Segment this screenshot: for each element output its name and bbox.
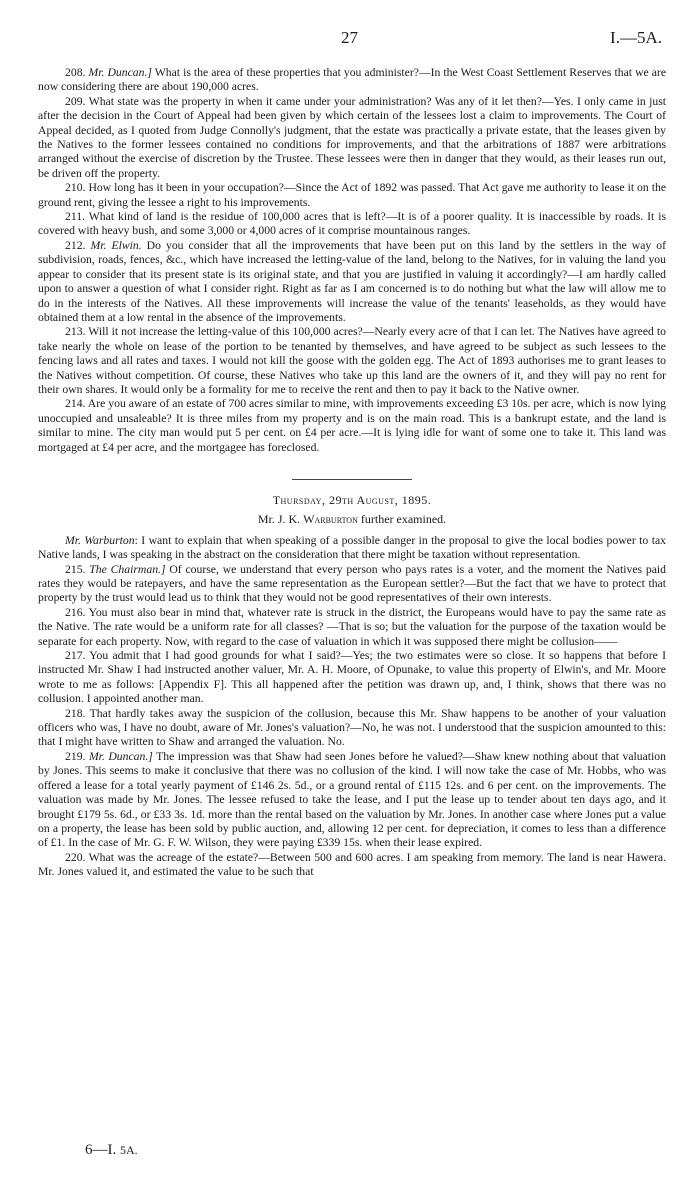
paragraph-218 bbox=[38, 707, 666, 750]
paragraph-216 bbox=[38, 606, 666, 649]
question-number: 214. bbox=[65, 397, 86, 411]
speaker-name: Mr. Elwin. bbox=[90, 238, 142, 252]
paragraph-statement bbox=[38, 534, 666, 563]
question-number: 216. bbox=[65, 605, 86, 619]
paragraph-217 bbox=[38, 649, 666, 707]
paragraph-210 bbox=[38, 181, 666, 210]
document-body bbox=[38, 66, 666, 880]
paragraph-220 bbox=[38, 851, 666, 880]
paragraph-text: What is the area of these properties that you administer?—In the West Coast Settlement Reserves that we are now considering there are about 190,000 acres. bbox=[38, 66, 667, 94]
question-number: 213. bbox=[65, 325, 86, 339]
speaker-name: The Chairman.] bbox=[89, 562, 166, 576]
paragraph-208 bbox=[38, 66, 666, 95]
paragraph-text: Will it not increase the letting-value of this 100,000 acres?—Nearly every acre of that I can let. The Natives have agreed to take nearly the whole on lease of the portion to be tenanted by themselves, and have agreed to be subject as such lessees to the fencing laws and all rates and taxes. I would not kill the goose with the golden egg. The Act of 1893 authorises me to grant leases to the Natives without competition. Of course, these Natives who take up this land are the owners of it, and they will pay no rent for their own shares. It would only be a formality for me to receive the rent and then to pay it back to the Native owner. bbox=[38, 325, 666, 396]
question-number: 210. bbox=[65, 181, 86, 195]
speaker-name: Mr. Warburton bbox=[65, 533, 135, 547]
question-number: 220. bbox=[65, 850, 86, 864]
signature-mark bbox=[85, 1142, 138, 1159]
page-number: 27 bbox=[341, 28, 358, 47]
section-divider bbox=[292, 479, 412, 480]
paragraph-text: You admit that I had good grounds for what I said?—Yes; the two estimates were so close. It so happens that before I instructed Mr. Shaw I had instructed another valuer, Mr. A. H. Moore, of Opunake, to value this property of Elwin's, and Mr. Moore wrote to me as follows: [Appendix F]. This all happened after the petition was drawn up, and, I think, shows that there was no collusion. I appointed another man. bbox=[38, 649, 666, 706]
paragraph-text: Are you aware of an estate of 700 acres similar to mine, with improvements exceeding £3 10s. per acre, which is now lying unoccupied and unsaleable? It is three miles from my property and is on the main road. This is a bankrupt estate, and the land is similar to mine. The city man would put 5 per cent. on £4 per acre.—It is lying idle for want of some one to take it. This land was mortgaged at £4 per acre, and the mortgagee has foreclosed. bbox=[38, 397, 667, 454]
witness-name: Warburton bbox=[303, 512, 358, 527]
paragraph-text: What kind of land is the residue of 100,000 acres that is left?—It is of a poorer quality. It is inaccessible by roads. It is covered with heavy bush, and some 3,000 or 4,000 acres of it comprise mountainous ranges. bbox=[38, 210, 666, 238]
paragraph-text: You must also bear in mind that, whatever rate is struck in the district, the Europeans would have to pay the same rate as the Native. The rate would be a uniform rate for all classes? —That is so; but the valuation for the purpose of the taxation would be separate for each property. Now, with regard to the case of valuation in which it was supposed there might be collusion—— bbox=[38, 605, 666, 648]
speaker-name: Mr. Duncan.] bbox=[88, 749, 153, 763]
question-number: 209. bbox=[65, 94, 86, 108]
question-number: 219. bbox=[65, 749, 86, 763]
question-number: 211. bbox=[65, 210, 86, 224]
paragraph-text: What state was the property in when it came under your administration? Was any of it let then?—Yes. I only came in just after the decision in the Court of Appeal had been given by which certain of the lessees lost a claim to improvements. The Court of Appeal decided, as I quoted from Judge Connolly's judgment, that the estate was practically a private estate, that the leases given by the Natives to the former lessees contained no conditions for improvements, and that the arbitrations of 1887 were arbitrations arranged without the exercise of discretion by the Trustee. These lessees were then in danger that they would, as their leases run out, be driven off the property. bbox=[38, 94, 666, 180]
question-number: 208. bbox=[65, 66, 86, 79]
question-number: 218. bbox=[65, 706, 86, 720]
signature-main: 6—I. bbox=[85, 1142, 120, 1158]
paragraph-213 bbox=[38, 325, 666, 397]
date-heading: Thursday, 29th August, 1895. bbox=[272, 492, 432, 507]
paragraph-text: The impression was that Shaw had seen Jones before he valued?—Shaw knew nothing about that valuation by Jones. This seems to make it conclusive that there was no collusion of the kind. I will now take the case of Mr. Hobbs, who was offered a lease for a total yearly payment of £146 2s. 5d., or a ground rental of £115 12s. and 6 per cent. on the improvements. The valuation was made by Mr. Jones. The lessee refused to take the lease, and I put the lease up to tender about ten days ago, and it brought £179 5s. 6d., or £33 3s. 1d. more than the rental based on the valuation by Mr. Jones. In another case where Jones put a value on a property, the lease has been sold by public auction, and, allowing 12 per cent. for depreciation, it comes to less than a difference of £1. In the case of Mr. G. F. W. Wilson, they were paying £339 15s. when their lease expired. bbox=[38, 749, 666, 850]
paragraph-212 bbox=[38, 239, 666, 325]
page-header bbox=[0, 28, 700, 50]
paragraph-219 bbox=[38, 750, 666, 851]
paragraph-text: What was the acreage of the estate?—Between 500 and 600 acres. I am speaking from memory. The land is near Hawera. Mr. Jones valued it, and estimated the value to be such that bbox=[38, 850, 666, 879]
witness-suffix: further examined. bbox=[357, 512, 447, 527]
witness-prefix: Mr. J. K. bbox=[257, 512, 304, 527]
paragraph-215 bbox=[38, 563, 666, 606]
signature-small: 5A. bbox=[120, 1143, 138, 1157]
paragraph-text: How long has it been in your occupation?—Since the Act of 1892 was passed. That Act gave me authority to lease it on the ground rent, giving the lessee a right to his improvements. bbox=[38, 181, 666, 209]
paragraph-text: : I want to explain that when speaking of a possible danger in the proposal to give the local bodies power to tax Native lands, I was speaking in the abstract on the consideration that there might be taxation without representation. bbox=[38, 533, 666, 562]
witness-heading bbox=[38, 512, 666, 526]
paragraph-209 bbox=[38, 95, 666, 181]
paragraph-text: Do you consider that all the improvements that have been put on this land by the settlers in the way of subdivision, roads, fences, &c., which have increased the letting-value of the land, belong to the Natives, for in valuing the land you appear to consider that its present state is its original state, and that you are justified in valuing it accordingly?—I am hardly called upon to answer a question of what I consider right. Right as far as I am concerned is to do nothing but what the law will allow me to do in the interests of the Natives. All these improvements will increase the value of the tenants' leaseholds, as they would have obtained them at a low rental in the absence of the improvements. bbox=[38, 238, 667, 324]
paragraph-text: Of course, we understand that every person who pays rates is a voter, and the moment the Natives paid rates they would be ratepayers, and have the same representation as the European settler?—But the fact that we have to protect that property by the trust would lead us to think that they would not be good representatives of their own interests. bbox=[38, 562, 666, 605]
paragraph-text: That hardly takes away the suspicion of the collusion, because this Mr. Shaw happens to be another of your valuation officers who was, I have no doubt, aware of Mr. Jones's valuation?—No, he was not. I understood that the suspicion amounted to this: that I might have written to Shaw and arranged the valuation. No. bbox=[38, 706, 666, 749]
paragraph-211 bbox=[38, 210, 666, 239]
page-reference: I.—5A. bbox=[610, 28, 662, 47]
paragraph-214 bbox=[38, 397, 666, 455]
question-number: 215. bbox=[65, 562, 86, 576]
question-number: 212. bbox=[65, 238, 86, 252]
question-number: 217. bbox=[65, 649, 86, 663]
speaker-name: Mr. Duncan.] bbox=[88, 66, 152, 79]
